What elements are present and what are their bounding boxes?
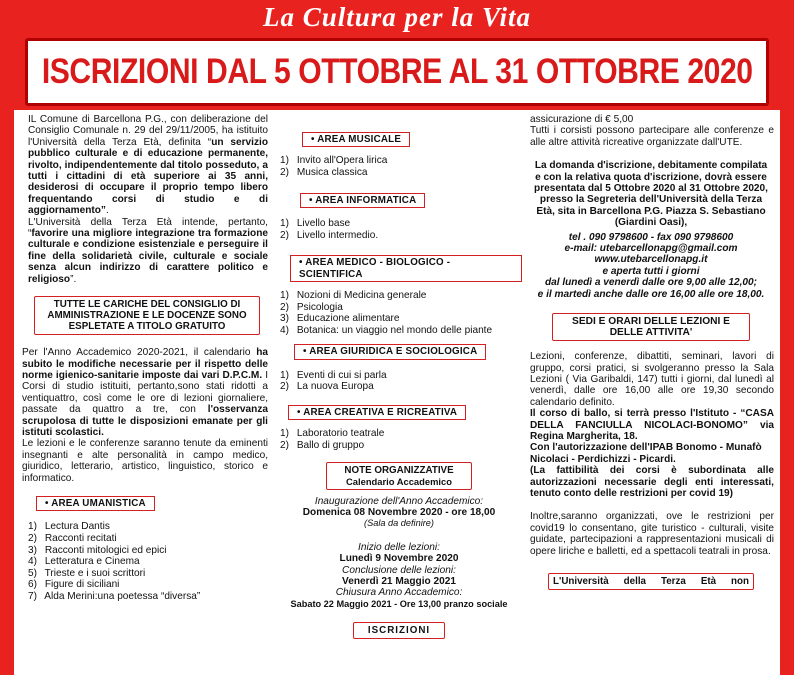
- list-item: 1) Laboratorio teatrale: [280, 428, 385, 440]
- list-item: 1) Lectura Dantis: [28, 521, 110, 533]
- intro-end: .: [105, 205, 109, 217]
- area-creativa-label: • AREA CREATIVA E RICREATIVA: [288, 405, 466, 420]
- left-column: [20, 110, 268, 603]
- inaugurazione-date: Domenica 08 Novembre 2020 - ore 18,00: [302, 506, 496, 518]
- area-umanistica-label: • AREA UMANISTICA: [36, 496, 155, 511]
- ballo-paragraph: [528, 408, 774, 442]
- area-umanistica-heading: [36, 496, 268, 511]
- cariche-box: TUTTE LE CARICHE DEL CONSIGLIO DI AMMINISTRAZIONE E LE DOCENZE SONO ESPLETATE A TITOLO GRATUITO: [34, 296, 260, 335]
- anno-bold: ha subito le modifiche necessarie per il rispetto delle norme igienico-sanitarie imposte dai vari D.P.C.M.: [22, 347, 268, 381]
- chiusura-date: Sabato 22 Maggio 2021 - Ore 13,00 pranzo sociale: [290, 598, 508, 609]
- intro2-end: ”.: [70, 273, 77, 285]
- list-item: 1) Livello base: [280, 218, 351, 229]
- inaugurazione-place: (Sala da definire): [364, 518, 434, 529]
- area-medico-label: • AREA MEDICO - BIOLOGICO - SCIENTIFICA: [290, 255, 522, 282]
- intro-paragraph: [20, 114, 268, 217]
- content-sheet: [14, 110, 780, 675]
- list-item: 5) Trieste e i suoi scrittori: [28, 567, 146, 579]
- anno-paragraph: [20, 347, 268, 438]
- ipab-text: Con l'autorizzazione dell'IPAB Bonomo - Munafò Nicolaci - Perdichizzi - Picardi.: [530, 442, 762, 465]
- website: www.utebarcellonapg.it: [594, 254, 708, 266]
- corsisti-text: Tutti i corsisti possono partecipare alle conferenze e alle altre attività ricreative organizzate dall'UTE.: [530, 125, 774, 148]
- conclusione-date: Venerdì 21 Maggio 2021: [342, 576, 456, 587]
- area-giuridica-heading: [294, 344, 522, 359]
- anno-bold2: l'osservanza scrupolosa di tutte le disposizioni emanate per gli istituti scolastici.: [22, 404, 268, 438]
- opening-note: e aperta tutti i giorni: [602, 265, 700, 277]
- chiusura-label: Chiusura Anno Accademico:: [335, 587, 463, 599]
- inizio-label: Inizio delle lezioni:: [358, 541, 440, 553]
- list-item: 4) Botanica: un viaggio nel mondo delle piante: [280, 324, 493, 336]
- informatica-list: [280, 218, 522, 241]
- phone-fax: tel . 090 9798600 - fax 090 9798600: [568, 231, 734, 243]
- area-informatica-label: • AREA INFORMATICA: [300, 193, 425, 208]
- banner-title: ISCRIZIONI DAL 5 OTTOBRE AL 31 OTTOBRE 2020: [41, 52, 753, 91]
- area-musicale-label: • AREA MUSICALE: [302, 132, 410, 147]
- hours-tuesday: e il martedì anche dalle ore 16,00 alle ore 18,00.: [537, 288, 765, 300]
- anno-text2: I Corsi di studio istituiti, pertanto,sono stati ridotti a ventiquattro, così come le ore di lezioni giornaliere, passate da quattro a tre, con: [22, 369, 269, 416]
- slogan: La Cultura per la Vita: [262, 2, 532, 32]
- list-item: 2) La nuova Europa: [280, 381, 374, 393]
- iscrizioni-box: ISCRIZIONI: [353, 622, 445, 639]
- registration-banner: [25, 38, 769, 106]
- giuridica-list: [280, 370, 522, 393]
- ballo-address: ” via Regina Margherita, 18.: [530, 419, 774, 442]
- list-item: 6) Figure di siciliani: [28, 579, 120, 591]
- area-giuridica-label: • AREA GIURIDICA E SOCIOLOGICA: [294, 344, 486, 359]
- footer-box: L'Università della Terza Età non: [548, 573, 754, 590]
- area-musicale-heading: [302, 132, 522, 147]
- list-item: 1) Invito all'Opera lirica: [280, 155, 388, 167]
- area-medico-heading: [290, 255, 522, 282]
- inizio-date: Lunedì 9 Novembre 2020: [339, 553, 459, 565]
- lezioni-paragraph: Le lezioni e le conferenze saranno tenute da eminenti insegnanti e alte personalità in campo medico, giuridico, letterario, artistico, linguistico, storico e informatico.: [22, 438, 268, 484]
- sedi-box: SEDI E ORARI DELLE LEZIONI E DELLE ATTIVITA': [552, 313, 750, 341]
- note-organizzative-box: [326, 462, 472, 490]
- hours-weekdays: dal lunedì a venerdì dalle ore 9,00 alle 12,00;: [544, 277, 758, 289]
- intro2-paragraph: [20, 217, 268, 285]
- area-informatica-heading: [300, 193, 522, 208]
- sedi-text: Lezioni, conferenze, dibattiti, seminari, lavori di gruppo, corsi pratici, si svolgeranno presso la Sala Lezioni ( Via Garibaldi, 147) tutti i giorni, dal lunedì al venerdì, dalle ore 16,00 alle ore 19,30 secondo calendario definito.: [530, 351, 774, 408]
- list-item: 2) Ballo di gruppo: [280, 439, 365, 451]
- list-item: 1) Eventi di cui si parla: [280, 369, 387, 381]
- right-column: [528, 110, 774, 590]
- ballo-venue: CASA DELLA FANCIULLA NICOLACI-BONOMO: [530, 408, 774, 431]
- medico-list: [280, 290, 522, 336]
- note-title: NOTE ORGANIZZATIVE: [344, 464, 454, 476]
- list-item: 3) Educazione alimentare: [280, 313, 400, 325]
- intro-text: IL Comune di Barcellona P.G., con deliberazione del Consiglio Comunale n. 29 del 29/11/2005, ha istituito l'Università della Terza Età, definita “: [28, 114, 268, 148]
- musicale-list: [280, 155, 522, 178]
- contacts: [528, 232, 774, 300]
- list-item: 4) Letteratura e Cinema: [28, 556, 140, 568]
- middle-column: [276, 110, 522, 639]
- list-item: 2) Racconti recitati: [28, 532, 117, 544]
- inoltre-text: Inoltre,saranno organizzati, ove le restrizioni per covid19 lo consentano, gite turistico - culturali, visite guidate, partecipazioni a rappresentazioni musicali di opere liriche e balletti, ed a spettacoli teatrali in prosa.: [530, 511, 774, 557]
- ballo-text: Il corso di ballo, si terrà presso l'Istituto - “: [530, 408, 746, 420]
- list-item: 2) Livello intermedio.: [280, 229, 379, 241]
- domanda-text: La domanda d'iscrizione, debitamente compilata e con la relativa quota d'iscrizione, dovrà essere presentata dal 5 Ottobre 2020 al 31 Ottobre 2020, presso la Segreteria dell'Università della Terza Età, sita in Barcellona P.G. Piazza S. Sebastiano (Giardini Oasi),: [534, 160, 768, 229]
- list-item: 2) Musica classica: [280, 167, 368, 178]
- list-item: 7) Alda Merini:una poetessa “diversa”: [28, 590, 201, 602]
- fattibilita-text: (La fattibilità dei corsi è subordinata alle autorizzazioni necessarie degli enti interessati, tenuto conto delle restrizioni per covid 19): [530, 465, 774, 499]
- inaugurazione-label: Inaugurazione dell'Anno Accademico:: [314, 495, 484, 507]
- anno-text: Per l'Anno Accademico 2020-2021, il calendario: [22, 347, 257, 359]
- umanistica-list: [28, 521, 268, 602]
- note-subtitle: Calendario Accademico: [346, 475, 452, 487]
- list-item: 1) Nozioni di Medicina generale: [280, 290, 427, 301]
- assicurazione-text: assicurazione di € 5,00: [530, 114, 634, 125]
- conclusione-label: Conclusione delle lezioni:: [342, 564, 456, 576]
- intro2-goal: favorire una migliore integrazione tra formazione culturale e condizione esistenziale e perseguire il fine della solidarietà civile, culturale e sociale senza alcun indirizzo di carattere politico e religioso: [28, 228, 268, 285]
- list-item: 3) Racconti mitologici ed epici: [28, 544, 167, 556]
- calendar-details: [276, 496, 522, 611]
- list-item: 2) Psicologia: [280, 301, 343, 313]
- email-address: e-mail: utebarcellonapg@gmail.com: [564, 243, 738, 255]
- area-creativa-heading: [288, 405, 522, 420]
- intro-definition: un servizio pubblico culturale e di educazione permanente, rivolto, indipendentemente dal titolo posseduto, a tutti i cittadini di età superiore ai 35 anni, desiderosi di occupare il proprio tempo libero frequentando corsi di studio e di aggiornamento”: [28, 136, 268, 217]
- intro2-text: L'Università della Terza Età intende, pertanto, “: [28, 216, 268, 240]
- creativa-list: [280, 428, 522, 451]
